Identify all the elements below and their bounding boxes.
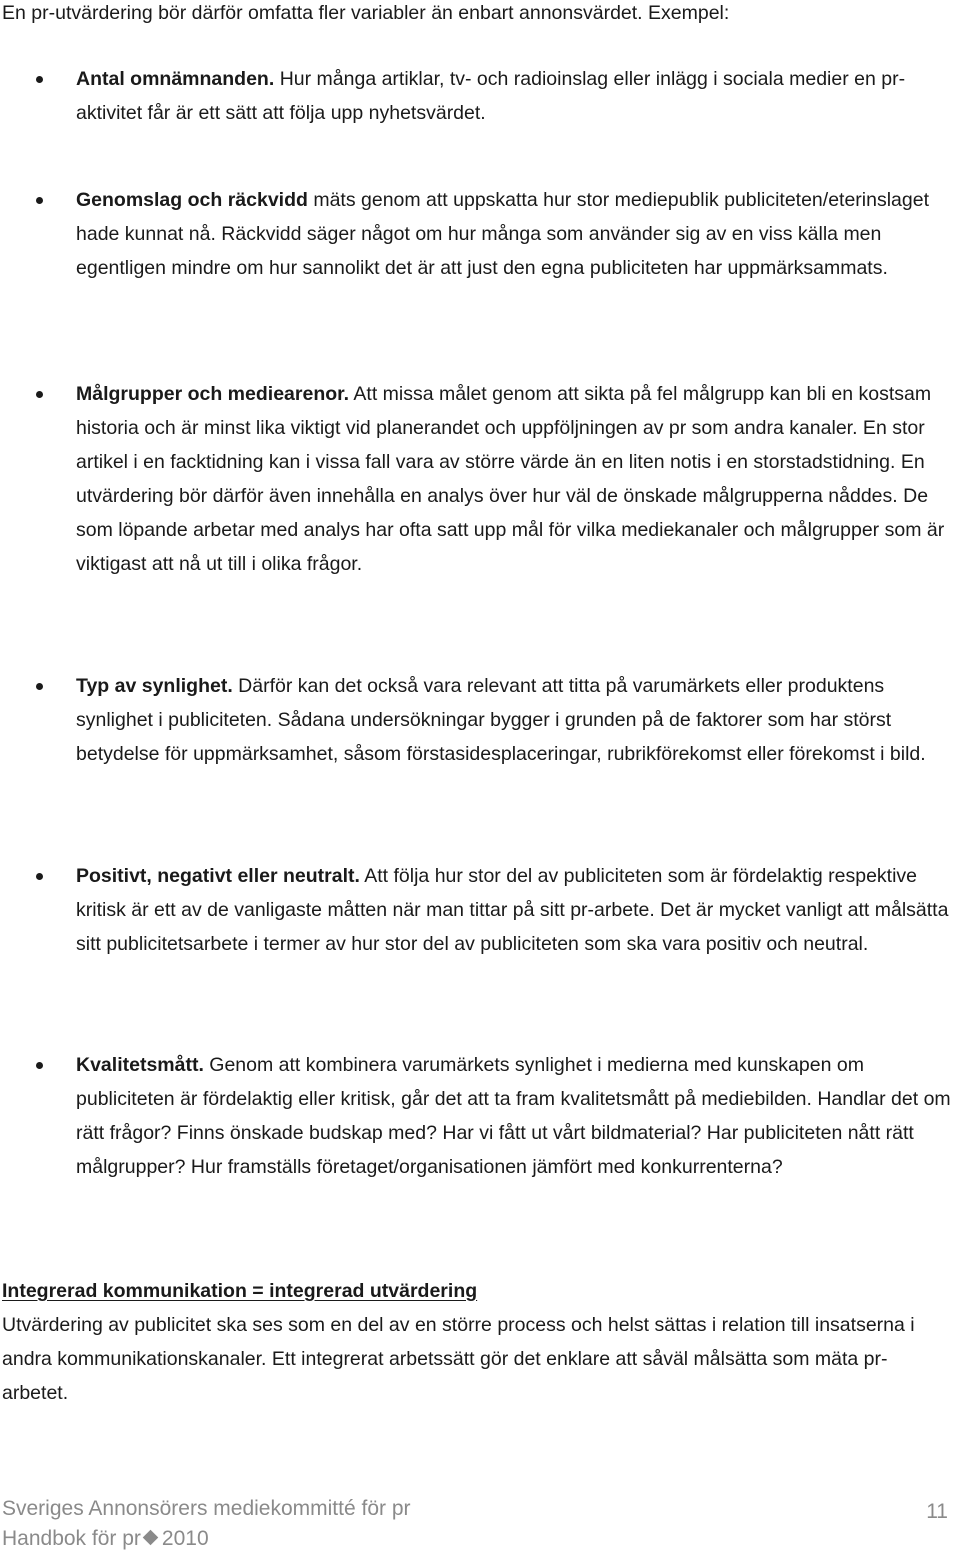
- bullet-text: [76, 669, 956, 771]
- bullet-dot-icon: [36, 391, 43, 398]
- bullet-dot-icon: [36, 76, 43, 83]
- footer-title: Handbok för pr: [2, 1527, 141, 1550]
- bullet-title: Kvalitetsmått.: [76, 1054, 204, 1076]
- bullet-text: [76, 1048, 956, 1184]
- bullet-body: Att följa hur stor del av publiciteten som är fördelaktig respektive kritisk är ett av de vanligaste måtten när man tittar på sitt pr-arbete. Det är mycket vanligt att målsätta sitt publicitetsarbete i termer av hur stor del av publiciteten som ska vara positiv och neutral.: [76, 865, 949, 955]
- bullet-dot-icon: [36, 683, 43, 690]
- footer-year: 2010: [161, 1527, 209, 1550]
- diamond-icon: [143, 1530, 159, 1546]
- bullet-title: Positivt, negativt eller neutralt.: [76, 865, 360, 887]
- page-footer: [2, 1494, 411, 1554]
- bullet-body: mäts genom att uppskatta hur stor mediepublik publiciteten/eterinslaget hade kunnat nå. Räckvidd säger något om hur många som använder sig av en viss källa men egentligen mindre om hur sannolikt det är att just den egna publiciteten har uppmärksammats.: [76, 189, 930, 279]
- bullet-text: [76, 62, 956, 130]
- bullet-title: Genomslag och räckvidd: [76, 189, 308, 211]
- bullet-body: Hur många artiklar, tv- och radioinslag eller inlägg i sociala medier en pr-aktivitet får är ett sätt att följa upp nyhetsvärdet.: [76, 68, 906, 124]
- bullet-text: [76, 859, 956, 961]
- bullet-title: Antal omnämnanden.: [76, 68, 275, 90]
- bullet-dot-icon: [36, 1062, 43, 1069]
- bullet-title: Typ av synlighet.: [76, 675, 233, 697]
- bullet-body: Därför kan det också vara relevant att titta på varumärkets eller produktens synlighet i publiciteten. Sådana undersökningar bygger i grunden på de faktorer som har störst betydelse för uppmärksamhet, såsom förstasidesplaceringar, rubrikförekomst eller förekomst i bild.: [76, 675, 926, 765]
- bullet-title: Målgrupper och mediearenor.: [76, 383, 350, 405]
- bullet-text: [76, 183, 956, 285]
- page-number: 11: [926, 1500, 948, 1523]
- section-paragraph: Utvärdering av publicitet ska ses som en del av en större process och helst sättas i relation till insatserna i andra kommunikationskanaler. Ett integrerat arbetssätt gör det enklare att såväl målsätta som mäta pr-arbetet.: [2, 1314, 915, 1404]
- footer-publication: [2, 1524, 411, 1554]
- bullet-dot-icon: [36, 197, 43, 204]
- intro-paragraph: En pr-utvärdering bör därför omfatta fler variabler än enbart annonsvärdet. Exempel:: [2, 2, 730, 24]
- section-heading: Integrerad kommunikation = integrerad utvärdering: [2, 1280, 478, 1302]
- footer-publisher: Sveriges Annonsörers mediekommitté för pr: [2, 1497, 411, 1520]
- bullet-body: Genom att kombinera varumärkets synlighet i medierna med kunskapen om publiciteten är fördelaktig eller kritisk, går det att ta fram kvalitetsmått på mediebilden. Handlar det om rätt frågor? Finns önskade budskap med? Har vi fått ut vårt bildmaterial? Har publiciteten nått rätt målgrupper? Hur framställs företaget/organisationen jämfört med konkurrenterna?: [76, 1054, 951, 1178]
- bullet-body: Att missa målet genom att sikta på fel målgrupp kan bli en kostsam historia och är minst lika viktigt vid planerandet och uppföljningen av pr som andra kanaler. En stor artikel i en facktidning kan i vissa fall vara av större värde än en liten notis i en storstadstidning. En utvärdering bör därför även innehålla en analys över hur väl de önskade målgrupperna nåddes. De som löpande arbetar med analys har ofta satt upp mål för vilka mediekanaler och målgrupper som är viktigast att nå ut till i olika frågor.: [76, 383, 945, 575]
- bullet-dot-icon: [36, 873, 43, 880]
- bullet-text: [76, 377, 956, 581]
